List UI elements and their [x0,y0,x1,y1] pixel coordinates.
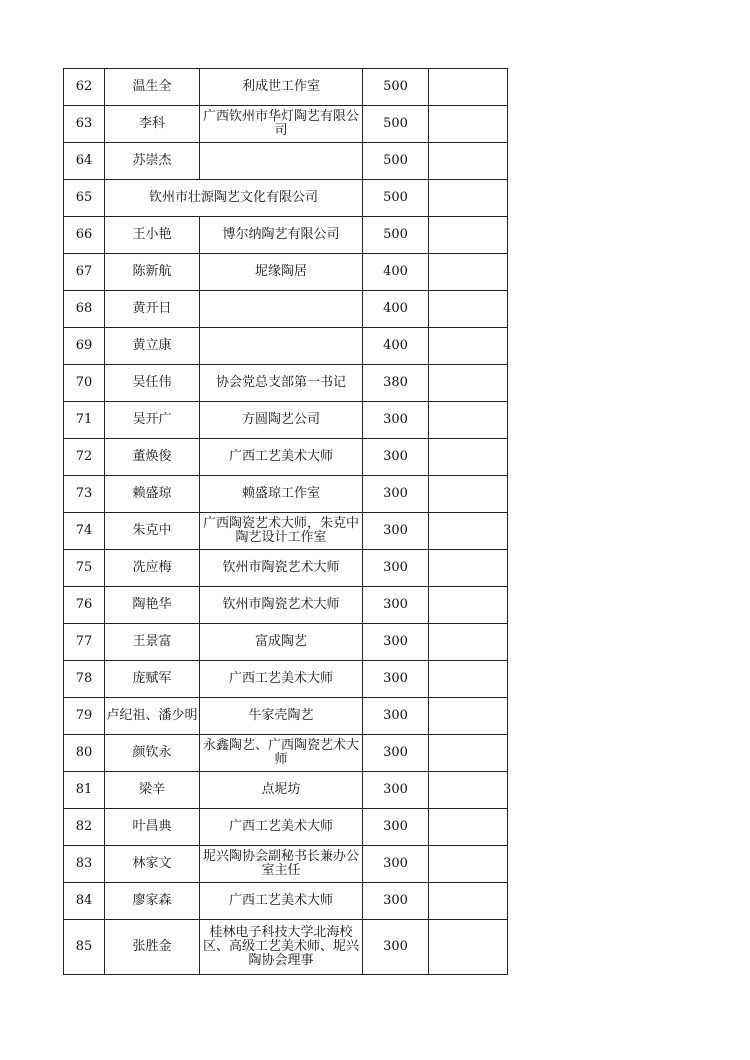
remark-cell [429,106,508,143]
row-number: 83 [64,846,105,883]
remark-cell [429,920,508,975]
donor-unit: 桂林电子科技大学北海校区、高级工艺美术师、坭兴陶协会理事 [200,920,363,975]
donor-unit [200,328,363,365]
donation-amount: 300 [363,883,429,920]
donation-amount: 300 [363,698,429,735]
row-number: 65 [64,180,105,217]
donor-name: 卢纪祖、潘少明 [105,698,200,735]
table-row [64,846,508,883]
donor-name: 黄开日 [105,291,200,328]
donor-unit: 点坭坊 [200,772,363,809]
donation-amount: 400 [363,291,429,328]
remark-cell [429,587,508,624]
table-row [64,809,508,846]
table-row [64,69,508,106]
row-number: 67 [64,254,105,291]
row-number: 80 [64,735,105,772]
table-row [64,402,508,439]
row-number: 77 [64,624,105,661]
table-row [64,254,508,291]
table-row [64,476,508,513]
row-number: 68 [64,291,105,328]
donor-unit: 钦州市壮源陶艺文化有限公司 [105,180,363,217]
donation-amount: 400 [363,328,429,365]
remark-cell [429,69,508,106]
remark-cell [429,550,508,587]
donor-name: 吴开广 [105,402,200,439]
row-number: 75 [64,550,105,587]
table-row [64,624,508,661]
remark-cell [429,439,508,476]
row-number: 76 [64,587,105,624]
remark-cell [429,846,508,883]
donor-name: 王小艳 [105,217,200,254]
donor-name: 冼应梅 [105,550,200,587]
donor-unit: 方圆陶艺公司 [200,402,363,439]
donor-name: 廖家森 [105,883,200,920]
donor-unit: 钦州市陶瓷艺术大师 [200,587,363,624]
donation-amount: 300 [363,772,429,809]
donor-name: 苏崇杰 [105,143,200,180]
donation-amount: 300 [363,476,429,513]
table-row [64,883,508,920]
donation-amount: 300 [363,513,429,550]
donor-name: 陶艳华 [105,587,200,624]
donor-name: 赖盛琼 [105,476,200,513]
donor-name: 董焕俊 [105,439,200,476]
donor-name: 黄立康 [105,328,200,365]
table-row [64,550,508,587]
donation-amount: 380 [363,365,429,402]
row-number: 69 [64,328,105,365]
donor-unit: 赖盛琼工作室 [200,476,363,513]
donor-name: 叶昌典 [105,809,200,846]
donor-name: 颜钦永 [105,735,200,772]
donor-unit: 坭缘陶居 [200,254,363,291]
donation-amount: 300 [363,550,429,587]
table-row [64,439,508,476]
donor-name: 梁辛 [105,772,200,809]
donor-unit: 富成陶艺 [200,624,363,661]
donor-name: 李科 [105,106,200,143]
donation-amount: 300 [363,809,429,846]
row-number: 73 [64,476,105,513]
remark-cell [429,291,508,328]
remark-cell [429,402,508,439]
donor-unit: 广西工艺美术大师 [200,439,363,476]
remark-cell [429,661,508,698]
donor-unit: 广西工艺美术大师 [200,809,363,846]
row-number: 82 [64,809,105,846]
table-row [64,217,508,254]
donor-unit [200,291,363,328]
donor-unit: 牛家壳陶艺 [200,698,363,735]
remark-cell [429,513,508,550]
donor-unit: 广西陶瓷艺术大师，朱克中陶艺设计工作室 [200,513,363,550]
remark-cell [429,772,508,809]
donor-unit: 协会党总支部第一书记 [200,365,363,402]
row-number: 70 [64,365,105,402]
donor-unit: 坭兴陶协会副秘书长兼办公室主任 [200,846,363,883]
table-row [64,291,508,328]
donation-amount: 300 [363,920,429,975]
donor-unit: 博尔纳陶艺有限公司 [200,217,363,254]
remark-cell [429,735,508,772]
donation-amount: 300 [363,439,429,476]
table-row [64,365,508,402]
donation-amount: 300 [363,661,429,698]
row-number: 79 [64,698,105,735]
remark-cell [429,328,508,365]
donation-amount: 300 [363,846,429,883]
table-row [64,735,508,772]
row-number: 84 [64,883,105,920]
donation-amount: 300 [363,624,429,661]
donor-unit: 广西工艺美术大师 [200,661,363,698]
row-number: 62 [64,69,105,106]
donor-name: 林家文 [105,846,200,883]
remark-cell [429,365,508,402]
table-row [64,180,508,217]
table-row [64,143,508,180]
donation-amount: 300 [363,735,429,772]
donation-table [63,68,508,975]
remark-cell [429,254,508,291]
table-row [64,698,508,735]
donation-amount: 500 [363,106,429,143]
row-number: 78 [64,661,105,698]
remark-cell [429,476,508,513]
remark-cell [429,143,508,180]
table-row [64,106,508,143]
donor-unit: 利成世工作室 [200,69,363,106]
donor-name: 庞赋军 [105,661,200,698]
donor-unit: 广西钦州市华灯陶艺有限公司 [200,106,363,143]
donation-amount: 300 [363,587,429,624]
row-number: 74 [64,513,105,550]
donor-name: 陈新航 [105,254,200,291]
remark-cell [429,883,508,920]
remark-cell [429,624,508,661]
donor-unit: 钦州市陶瓷艺术大师 [200,550,363,587]
donor-name: 朱克中 [105,513,200,550]
row-number: 64 [64,143,105,180]
donor-unit [200,143,363,180]
row-number: 66 [64,217,105,254]
donation-amount: 500 [363,69,429,106]
donation-amount: 500 [363,180,429,217]
donor-name: 温生全 [105,69,200,106]
row-number: 71 [64,402,105,439]
donor-name: 张胜金 [105,920,200,975]
donation-amount: 400 [363,254,429,291]
donor-unit: 广西工艺美术大师 [200,883,363,920]
donation-amount: 500 [363,217,429,254]
donor-unit: 永鑫陶艺、广西陶瓷艺术大师 [200,735,363,772]
donor-name: 王景富 [105,624,200,661]
table-row [64,513,508,550]
row-number: 63 [64,106,105,143]
row-number: 81 [64,772,105,809]
table-row [64,587,508,624]
table-row [64,328,508,365]
table-row [64,920,508,975]
remark-cell [429,180,508,217]
table-row [64,661,508,698]
donor-name: 吴任伟 [105,365,200,402]
donation-amount: 500 [363,143,429,180]
remark-cell [429,217,508,254]
row-number: 85 [64,920,105,975]
remark-cell [429,809,508,846]
remark-cell [429,698,508,735]
table-row [64,772,508,809]
donation-amount: 300 [363,402,429,439]
row-number: 72 [64,439,105,476]
